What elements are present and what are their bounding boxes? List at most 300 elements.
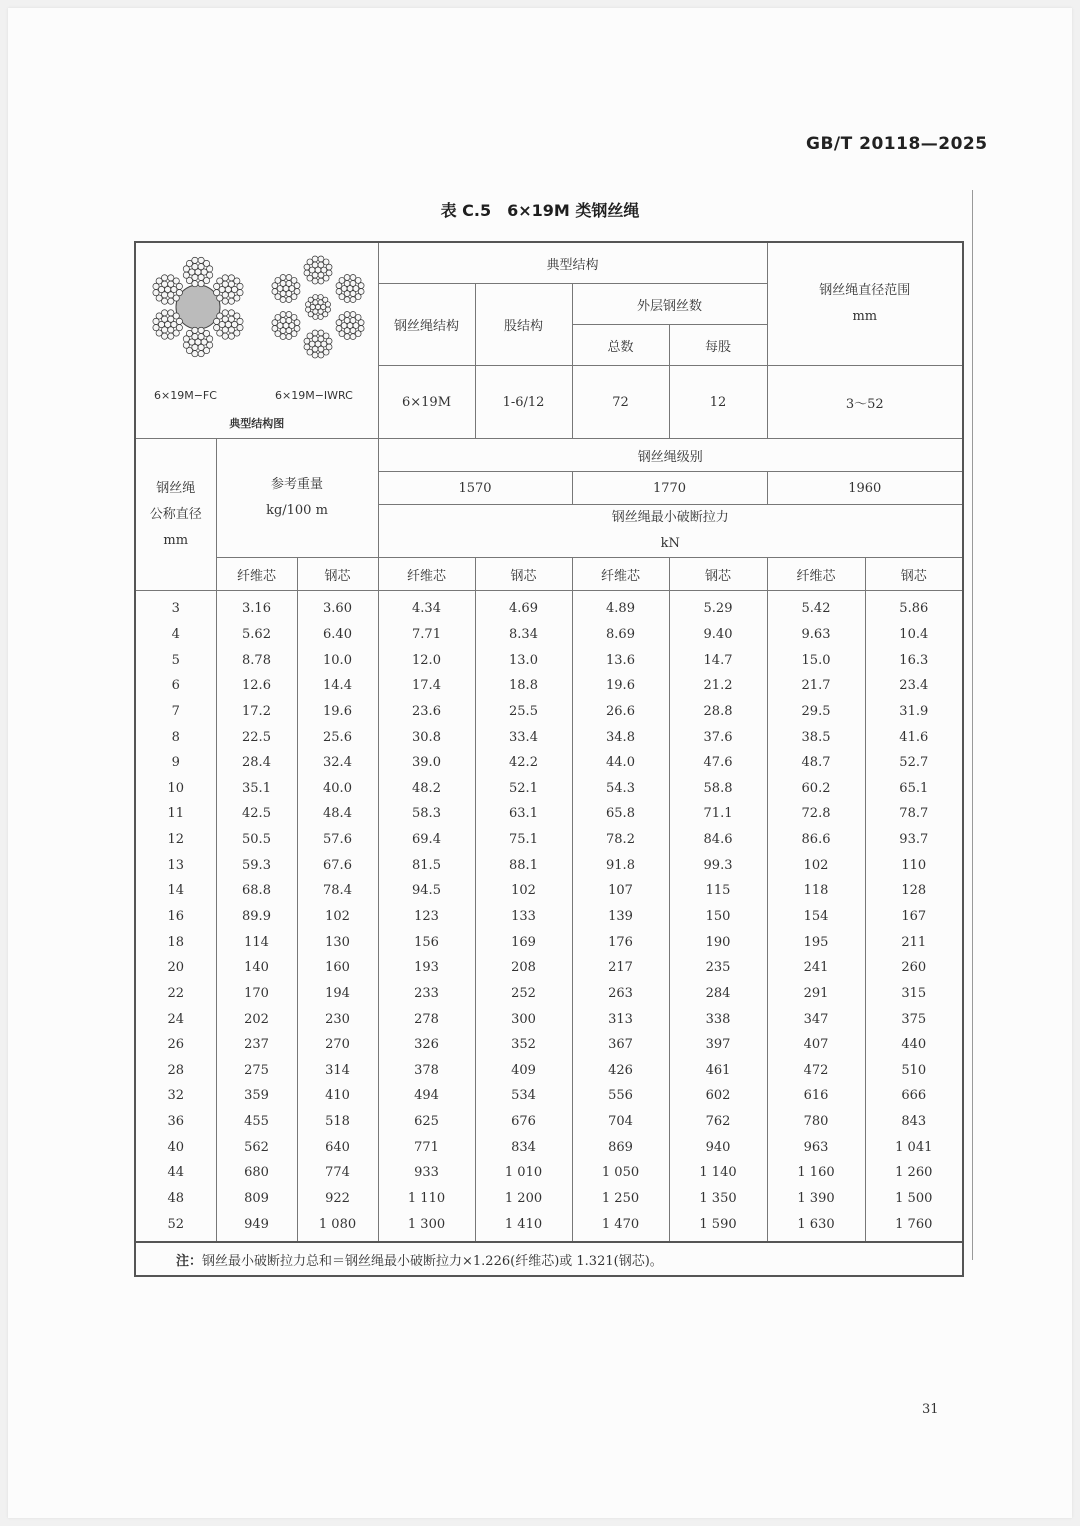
table-cell: 69.4 bbox=[378, 827, 475, 853]
table-cell: 6 bbox=[135, 673, 216, 699]
table-cell: 59.3 bbox=[216, 852, 297, 878]
grade-1960: 1960 bbox=[767, 472, 963, 505]
table-cell: 58.3 bbox=[378, 801, 475, 827]
table-cell: 326 bbox=[378, 1032, 475, 1058]
table-cell: 217 bbox=[572, 955, 669, 981]
table-note bbox=[135, 1242, 963, 1276]
table-cell: 602 bbox=[669, 1083, 767, 1109]
diameter-range-value: 3～52 bbox=[767, 366, 963, 439]
table-row bbox=[135, 1032, 963, 1058]
table-cell: 949 bbox=[216, 1211, 297, 1242]
figure-caption: 典型结构图 bbox=[229, 417, 285, 430]
table-cell: 5 bbox=[135, 647, 216, 673]
table-cell: 99.3 bbox=[669, 852, 767, 878]
table-cell: 3.16 bbox=[216, 591, 297, 622]
table-cell: 102 bbox=[297, 904, 378, 930]
table-cell: 252 bbox=[475, 981, 572, 1007]
table-cell: 114 bbox=[216, 929, 297, 955]
table-cell: 1 760 bbox=[865, 1211, 963, 1242]
table-cell: 8 bbox=[135, 724, 216, 750]
nominal-diameter-line1: 钢丝绳 bbox=[156, 480, 196, 496]
table-cell: 123 bbox=[378, 904, 475, 930]
table-cell: 71.1 bbox=[669, 801, 767, 827]
table-cell: 4.34 bbox=[378, 591, 475, 622]
table-cell: 556 bbox=[572, 1083, 669, 1109]
table-cell: 102 bbox=[767, 852, 865, 878]
figure-label-iwrc: 6×19M−IWRC bbox=[275, 389, 353, 402]
table-cell: 38.5 bbox=[767, 724, 865, 750]
diameter-range-header bbox=[767, 242, 963, 366]
table-cell: 270 bbox=[297, 1032, 378, 1058]
table-cell: 28.4 bbox=[216, 750, 297, 776]
outer-wires-total-value: 72 bbox=[572, 366, 669, 439]
table-cell: 1 041 bbox=[865, 1134, 963, 1160]
table-cell: 933 bbox=[378, 1160, 475, 1186]
table-cell: 26 bbox=[135, 1032, 216, 1058]
diameter-range-label: 钢丝绳直径范围 bbox=[819, 283, 911, 298]
table-cell: 84.6 bbox=[669, 827, 767, 853]
table-cell: 36 bbox=[135, 1109, 216, 1135]
table-cell: 963 bbox=[767, 1134, 865, 1160]
table-cell: 26.6 bbox=[572, 699, 669, 725]
table-cell: 154 bbox=[767, 904, 865, 930]
table-cell: 52 bbox=[135, 1211, 216, 1242]
table-cell: 1 630 bbox=[767, 1211, 865, 1242]
table-row bbox=[135, 878, 963, 904]
table-cell: 843 bbox=[865, 1109, 963, 1135]
min-break-label: 钢丝绳最小破断拉力 bbox=[611, 510, 729, 525]
table-cell: 176 bbox=[572, 929, 669, 955]
table-cell: 28 bbox=[135, 1058, 216, 1084]
table-row bbox=[135, 750, 963, 776]
table-cell: 44 bbox=[135, 1160, 216, 1186]
break-1570-fiber-header: 纤维芯 bbox=[378, 558, 475, 591]
table-cell: 13.6 bbox=[572, 647, 669, 673]
table-cell: 48.4 bbox=[297, 801, 378, 827]
table-cell: 16 bbox=[135, 904, 216, 930]
nominal-diameter-unit: mm bbox=[163, 532, 189, 548]
page-number: 31 bbox=[922, 1402, 939, 1417]
table-cell: 762 bbox=[669, 1109, 767, 1135]
strand-structure-value: 1-6/12 bbox=[475, 366, 572, 439]
table-row bbox=[135, 622, 963, 648]
grade-1770: 1770 bbox=[572, 472, 767, 505]
table-cell: 52.7 bbox=[865, 750, 963, 776]
table-cell: 680 bbox=[216, 1160, 297, 1186]
table-cell: 378 bbox=[378, 1058, 475, 1084]
table-cell: 18 bbox=[135, 929, 216, 955]
table-cell: 31.9 bbox=[865, 699, 963, 725]
table-cell: 44.0 bbox=[572, 750, 669, 776]
table-cell: 39.0 bbox=[378, 750, 475, 776]
table-cell: 193 bbox=[378, 955, 475, 981]
table-cell: 4 bbox=[135, 622, 216, 648]
table-row bbox=[135, 1134, 963, 1160]
table-cell: 50.5 bbox=[216, 827, 297, 853]
table-cell: 65.1 bbox=[865, 775, 963, 801]
table-row bbox=[135, 827, 963, 853]
table-cell: 315 bbox=[865, 981, 963, 1007]
table-cell: 60.2 bbox=[767, 775, 865, 801]
table-row bbox=[135, 1058, 963, 1084]
table-cell: 19.6 bbox=[297, 699, 378, 725]
table-cell: 8.34 bbox=[475, 622, 572, 648]
margin-rule bbox=[972, 190, 973, 1260]
table-cell: 4.69 bbox=[475, 591, 572, 622]
note-prefix: 注： bbox=[176, 1253, 203, 1269]
table-cell: 625 bbox=[378, 1109, 475, 1135]
table-cell: 1 410 bbox=[475, 1211, 572, 1242]
table-cell: 275 bbox=[216, 1058, 297, 1084]
ref-weight-header bbox=[216, 439, 378, 558]
table-cell: 34.8 bbox=[572, 724, 669, 750]
rope-structure-value: 6×19M bbox=[378, 366, 475, 439]
table-cell: 426 bbox=[572, 1058, 669, 1084]
table-cell: 194 bbox=[297, 981, 378, 1007]
table-cell: 347 bbox=[767, 1006, 865, 1032]
table-cell: 14.4 bbox=[297, 673, 378, 699]
ref-weight-unit: kg/100 m bbox=[266, 503, 328, 518]
table-cell: 8.78 bbox=[216, 647, 297, 673]
table-row bbox=[135, 801, 963, 827]
table-cell: 375 bbox=[865, 1006, 963, 1032]
table-cell: 93.7 bbox=[865, 827, 963, 853]
table-cell: 40.0 bbox=[297, 775, 378, 801]
outer-wires-header: 外层钢丝数 bbox=[572, 284, 767, 325]
table-cell: 20 bbox=[135, 955, 216, 981]
break-1960-steel-header: 钢芯 bbox=[865, 558, 963, 591]
table-row bbox=[135, 1006, 963, 1032]
table-cell: 233 bbox=[378, 981, 475, 1007]
table-cell: 156 bbox=[378, 929, 475, 955]
table-row bbox=[135, 699, 963, 725]
table-cell: 1 080 bbox=[297, 1211, 378, 1242]
table-cell: 291 bbox=[767, 981, 865, 1007]
table-cell: 58.8 bbox=[669, 775, 767, 801]
nominal-diameter-header bbox=[135, 439, 216, 591]
outer-wires-per-strand-value: 12 bbox=[669, 366, 767, 439]
table-cell: 834 bbox=[475, 1134, 572, 1160]
table-cell: 780 bbox=[767, 1109, 865, 1135]
table-cell: 208 bbox=[475, 955, 572, 981]
table-cell: 1 140 bbox=[669, 1160, 767, 1186]
table-cell: 534 bbox=[475, 1083, 572, 1109]
table-cell: 1 350 bbox=[669, 1186, 767, 1212]
table-cell: 91.8 bbox=[572, 852, 669, 878]
table-cell: 17.2 bbox=[216, 699, 297, 725]
table-cell: 1 050 bbox=[572, 1160, 669, 1186]
table-cell: 118 bbox=[767, 878, 865, 904]
table-cell: 22.5 bbox=[216, 724, 297, 750]
table-cell: 139 bbox=[572, 904, 669, 930]
table-cell: 10.4 bbox=[865, 622, 963, 648]
table-cell: 461 bbox=[669, 1058, 767, 1084]
table-cell: 25.6 bbox=[297, 724, 378, 750]
table-cell: 102 bbox=[475, 878, 572, 904]
table-cell: 47.6 bbox=[669, 750, 767, 776]
table-cell: 15.0 bbox=[767, 647, 865, 673]
table-cell: 12 bbox=[135, 827, 216, 853]
strand-structure-header: 股结构 bbox=[475, 284, 572, 366]
table-cell: 352 bbox=[475, 1032, 572, 1058]
table-cell: 48.7 bbox=[767, 750, 865, 776]
table-cell: 241 bbox=[767, 955, 865, 981]
table-cell: 300 bbox=[475, 1006, 572, 1032]
table-cell: 13 bbox=[135, 852, 216, 878]
table-cell: 169 bbox=[475, 929, 572, 955]
cross-section-figures bbox=[136, 251, 378, 363]
table-cell: 150 bbox=[669, 904, 767, 930]
table-cell: 518 bbox=[297, 1109, 378, 1135]
table-cell: 81.5 bbox=[378, 852, 475, 878]
table-cell: 359 bbox=[216, 1083, 297, 1109]
table-cell: 19.6 bbox=[572, 673, 669, 699]
table-row bbox=[135, 1160, 963, 1186]
table-cell: 9.40 bbox=[669, 622, 767, 648]
table-cell: 11 bbox=[135, 801, 216, 827]
table-cell: 72.8 bbox=[767, 801, 865, 827]
table-cell: 202 bbox=[216, 1006, 297, 1032]
table-cell: 110 bbox=[865, 852, 963, 878]
table-cell: 314 bbox=[297, 1058, 378, 1084]
table-cell: 78.2 bbox=[572, 827, 669, 853]
table-cell: 1 260 bbox=[865, 1160, 963, 1186]
table-cell: 32 bbox=[135, 1083, 216, 1109]
nominal-diameter-line2: 公称直径 bbox=[149, 506, 202, 522]
table-cell: 48 bbox=[135, 1186, 216, 1212]
table-cell: 440 bbox=[865, 1032, 963, 1058]
table-cell: 235 bbox=[669, 955, 767, 981]
table-cell: 6.40 bbox=[297, 622, 378, 648]
table-row bbox=[135, 724, 963, 750]
table-cell: 237 bbox=[216, 1032, 297, 1058]
table-cell: 230 bbox=[297, 1006, 378, 1032]
table-cell: 338 bbox=[669, 1006, 767, 1032]
figure-label-fc: 6×19M−FC bbox=[154, 389, 217, 402]
table-cell: 704 bbox=[572, 1109, 669, 1135]
table-cell: 17.4 bbox=[378, 673, 475, 699]
table-cell: 130 bbox=[297, 929, 378, 955]
table-cell: 472 bbox=[767, 1058, 865, 1084]
table-cell: 774 bbox=[297, 1160, 378, 1186]
table-cell: 75.1 bbox=[475, 827, 572, 853]
table-cell: 30.8 bbox=[378, 724, 475, 750]
table-cell: 407 bbox=[767, 1032, 865, 1058]
table-cell: 78.4 bbox=[297, 878, 378, 904]
break-1770-fiber-header: 纤维芯 bbox=[572, 558, 669, 591]
table-cell: 397 bbox=[669, 1032, 767, 1058]
table-cell: 32.4 bbox=[297, 750, 378, 776]
table-cell: 5.42 bbox=[767, 591, 865, 622]
table-cell: 1 010 bbox=[475, 1160, 572, 1186]
table-cell: 410 bbox=[297, 1083, 378, 1109]
table-cell: 23.4 bbox=[865, 673, 963, 699]
break-1770-steel-header: 钢芯 bbox=[669, 558, 767, 591]
grade-header: 钢丝绳级别 bbox=[378, 439, 963, 472]
table-cell: 12.6 bbox=[216, 673, 297, 699]
table-cell: 86.6 bbox=[767, 827, 865, 853]
table-cell: 48.2 bbox=[378, 775, 475, 801]
ref-weight-label: 参考重量 bbox=[270, 477, 323, 492]
min-break-header bbox=[378, 505, 963, 558]
table-cell: 195 bbox=[767, 929, 865, 955]
structure-figure-cell bbox=[135, 242, 378, 439]
table-cell: 1 160 bbox=[767, 1160, 865, 1186]
table-cell: 5.86 bbox=[865, 591, 963, 622]
rope-cross-section-icon bbox=[136, 251, 379, 363]
table-row bbox=[135, 852, 963, 878]
table-cell: 5.62 bbox=[216, 622, 297, 648]
table-cell: 89.9 bbox=[216, 904, 297, 930]
table-body bbox=[135, 591, 963, 1243]
table-cell: 16.3 bbox=[865, 647, 963, 673]
table-cell: 35.1 bbox=[216, 775, 297, 801]
table-cell: 10 bbox=[135, 775, 216, 801]
table-cell: 52.1 bbox=[475, 775, 572, 801]
table-cell: 88.1 bbox=[475, 852, 572, 878]
table-row bbox=[135, 1186, 963, 1212]
table-cell: 1 300 bbox=[378, 1211, 475, 1242]
table-cell: 57.6 bbox=[297, 827, 378, 853]
table-cell: 63.1 bbox=[475, 801, 572, 827]
table-cell: 22 bbox=[135, 981, 216, 1007]
table-cell: 1 390 bbox=[767, 1186, 865, 1212]
table-cell: 8.69 bbox=[572, 622, 669, 648]
weight-steel-core-header: 钢芯 bbox=[297, 558, 378, 591]
table-cell: 284 bbox=[669, 981, 767, 1007]
table-cell: 25.5 bbox=[475, 699, 572, 725]
table-cell: 263 bbox=[572, 981, 669, 1007]
table-cell: 3.60 bbox=[297, 591, 378, 622]
table-cell: 37.6 bbox=[669, 724, 767, 750]
table-cell: 940 bbox=[669, 1134, 767, 1160]
table-title: 表 C.5 6×19M 类钢丝绳 bbox=[440, 201, 640, 220]
table-row bbox=[135, 981, 963, 1007]
table-cell: 21.7 bbox=[767, 673, 865, 699]
table-cell: 455 bbox=[216, 1109, 297, 1135]
table-cell: 67.6 bbox=[297, 852, 378, 878]
table-cell: 42.5 bbox=[216, 801, 297, 827]
table-cell: 1 470 bbox=[572, 1211, 669, 1242]
table-cell: 23.6 bbox=[378, 699, 475, 725]
table-cell: 10.0 bbox=[297, 647, 378, 673]
table-cell: 640 bbox=[297, 1134, 378, 1160]
table-cell: 107 bbox=[572, 878, 669, 904]
min-break-unit: kN bbox=[660, 536, 680, 551]
table-cell: 190 bbox=[669, 929, 767, 955]
table-row bbox=[135, 647, 963, 673]
table-cell: 14.7 bbox=[669, 647, 767, 673]
table-cell: 4.89 bbox=[572, 591, 669, 622]
table-cell: 78.7 bbox=[865, 801, 963, 827]
wire-rope-table bbox=[134, 241, 964, 1277]
table-cell: 65.8 bbox=[572, 801, 669, 827]
table-cell: 18.8 bbox=[475, 673, 572, 699]
table-row bbox=[135, 591, 963, 622]
table-cell: 922 bbox=[297, 1186, 378, 1212]
table-cell: 14 bbox=[135, 878, 216, 904]
table-cell: 9.63 bbox=[767, 622, 865, 648]
table-cell: 1 590 bbox=[669, 1211, 767, 1242]
table-cell: 28.8 bbox=[669, 699, 767, 725]
table-cell: 21.2 bbox=[669, 673, 767, 699]
table-cell: 869 bbox=[572, 1134, 669, 1160]
table-row bbox=[135, 1083, 963, 1109]
table-cell: 211 bbox=[865, 929, 963, 955]
table-cell: 133 bbox=[475, 904, 572, 930]
table-row bbox=[135, 1109, 963, 1135]
table-cell: 41.6 bbox=[865, 724, 963, 750]
table-cell: 128 bbox=[865, 878, 963, 904]
table-cell: 29.5 bbox=[767, 699, 865, 725]
grade-1570: 1570 bbox=[378, 472, 572, 505]
table-cell: 33.4 bbox=[475, 724, 572, 750]
table-cell: 562 bbox=[216, 1134, 297, 1160]
table-cell: 7.71 bbox=[378, 622, 475, 648]
table-cell: 5.29 bbox=[669, 591, 767, 622]
note-text: 钢丝最小破断拉力总和＝钢丝绳最小破断拉力×1.226(纤维芯)或 1.321(钢芯)。 bbox=[202, 1253, 663, 1269]
break-1570-steel-header: 钢芯 bbox=[475, 558, 572, 591]
table-cell: 140 bbox=[216, 955, 297, 981]
table-cell: 3 bbox=[135, 591, 216, 622]
table-cell: 666 bbox=[865, 1083, 963, 1109]
break-1960-fiber-header: 纤维芯 bbox=[767, 558, 865, 591]
table-row bbox=[135, 904, 963, 930]
outer-wires-per-strand-header: 每股 bbox=[669, 325, 767, 366]
table-cell: 170 bbox=[216, 981, 297, 1007]
table-row bbox=[135, 673, 963, 699]
diameter-range-unit: mm bbox=[852, 309, 878, 324]
table-cell: 510 bbox=[865, 1058, 963, 1084]
typical-structure-header: 典型结构 bbox=[378, 242, 767, 284]
table-cell: 9 bbox=[135, 750, 216, 776]
table-cell: 809 bbox=[216, 1186, 297, 1212]
weight-fiber-core-header: 纤维芯 bbox=[216, 558, 297, 591]
table-cell: 494 bbox=[378, 1083, 475, 1109]
table-row bbox=[135, 929, 963, 955]
table-cell: 160 bbox=[297, 955, 378, 981]
table-cell: 1 500 bbox=[865, 1186, 963, 1212]
table-cell: 13.0 bbox=[475, 647, 572, 673]
table-cell: 24 bbox=[135, 1006, 216, 1032]
table-cell: 115 bbox=[669, 878, 767, 904]
table-cell: 313 bbox=[572, 1006, 669, 1032]
table-cell: 7 bbox=[135, 699, 216, 725]
table-cell: 367 bbox=[572, 1032, 669, 1058]
table-row bbox=[135, 775, 963, 801]
table-cell: 68.8 bbox=[216, 878, 297, 904]
table-row bbox=[135, 1211, 963, 1242]
table-cell: 616 bbox=[767, 1083, 865, 1109]
table-cell: 42.2 bbox=[475, 750, 572, 776]
table-cell: 278 bbox=[378, 1006, 475, 1032]
rope-structure-header: 钢丝绳结构 bbox=[378, 284, 475, 366]
standard-code: GB/T 20118—2025 bbox=[806, 134, 988, 154]
table-cell: 1 250 bbox=[572, 1186, 669, 1212]
table-cell: 54.3 bbox=[572, 775, 669, 801]
table-cell: 94.5 bbox=[378, 878, 475, 904]
outer-wires-total-header: 总数 bbox=[572, 325, 669, 366]
table-cell: 771 bbox=[378, 1134, 475, 1160]
table-cell: 676 bbox=[475, 1109, 572, 1135]
table-cell: 409 bbox=[475, 1058, 572, 1084]
table-cell: 40 bbox=[135, 1134, 216, 1160]
table-cell: 12.0 bbox=[378, 647, 475, 673]
table-cell: 1 110 bbox=[378, 1186, 475, 1212]
table-row bbox=[135, 955, 963, 981]
table-cell: 1 200 bbox=[475, 1186, 572, 1212]
table-cell: 167 bbox=[865, 904, 963, 930]
